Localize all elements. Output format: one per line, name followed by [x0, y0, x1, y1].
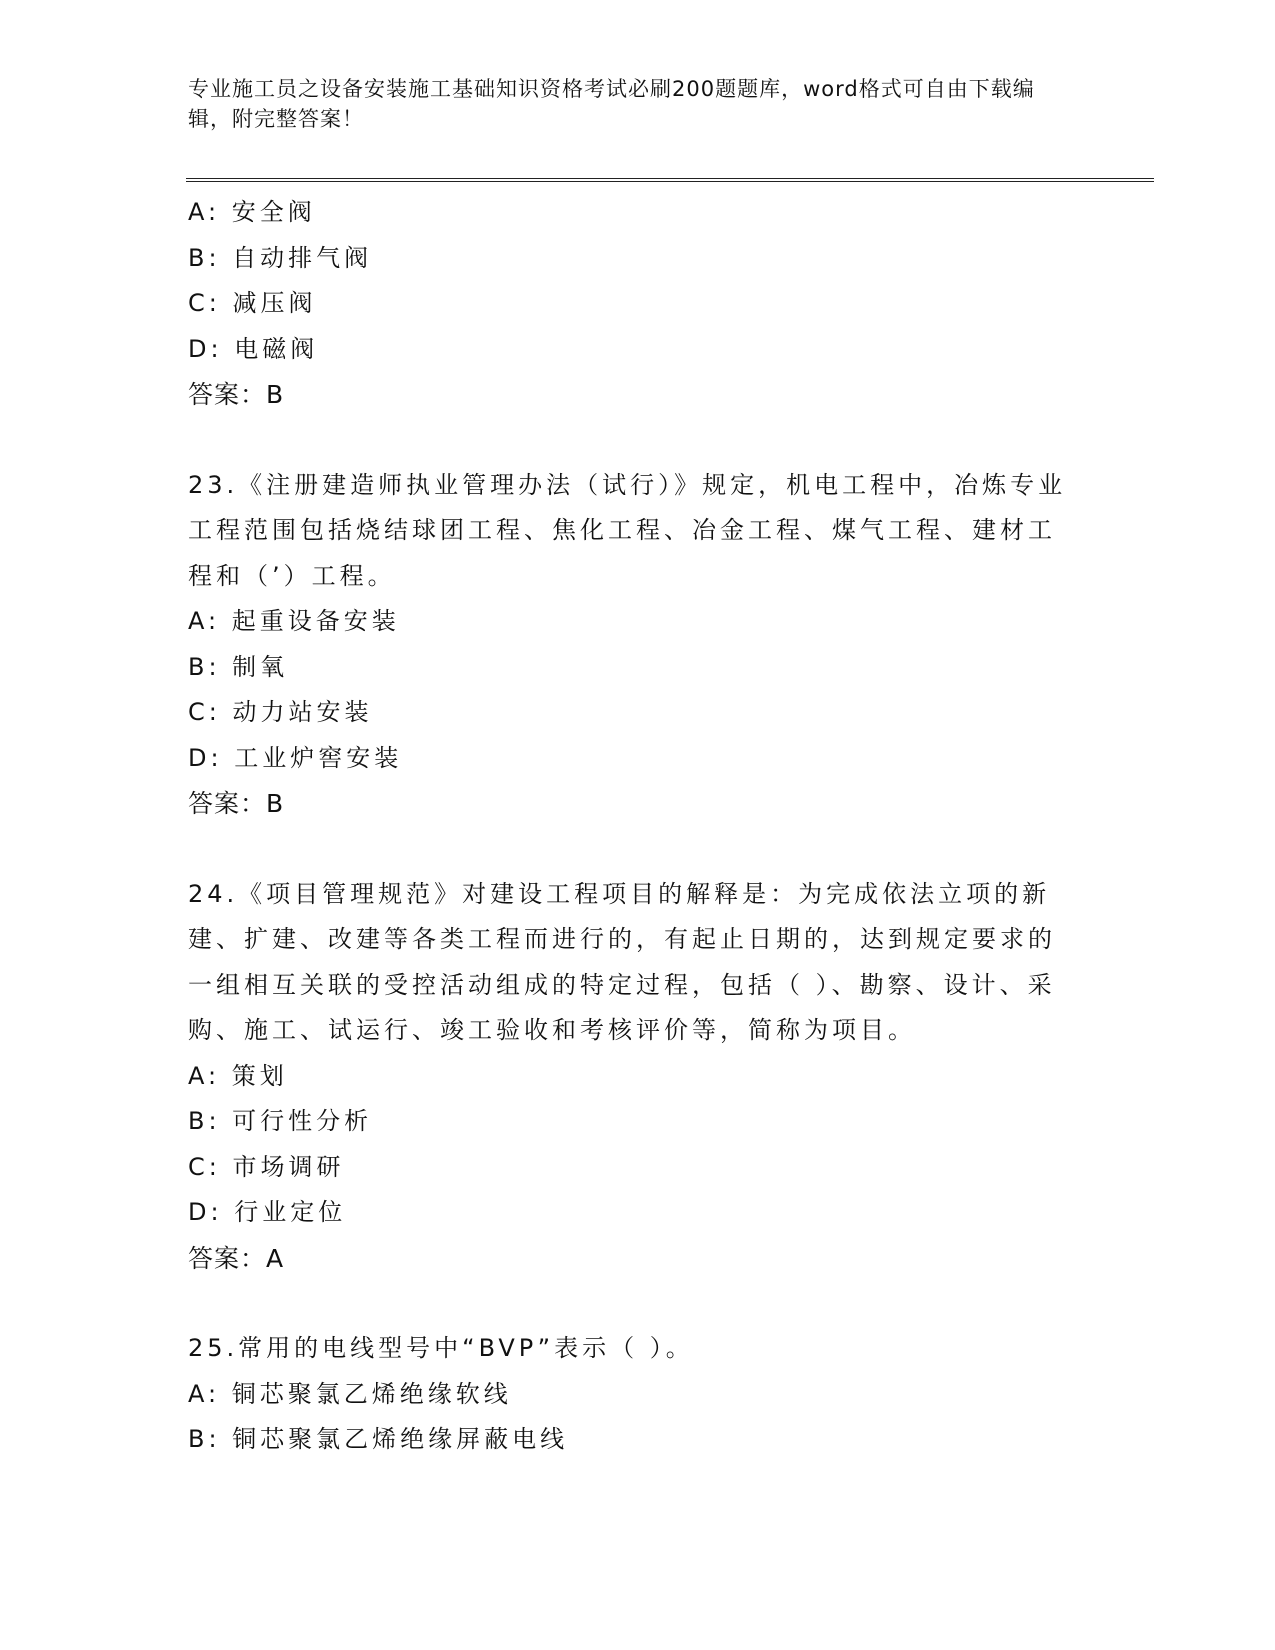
- question-gap: [188, 1281, 1078, 1326]
- question-stem: 23.《注册建造师执业管理办法（试行）》规定，机电工程中，冶炼专业工程范围包括烧结球团工程、焦化工程、冶金工程、煤气工程、建材工程和（’）工程。: [188, 470, 1067, 590]
- option-b: B: 制氧: [188, 652, 289, 681]
- question-block: [188, 190, 1078, 418]
- option-b: B: 自动排气阀: [188, 243, 373, 272]
- answer-line: 答案：B: [188, 789, 285, 818]
- question-block: [188, 463, 1078, 827]
- option-c: C: 动力站安装: [188, 698, 373, 726]
- option-d: D: 电磁阀: [188, 334, 319, 363]
- option-d: D: 行业定位: [188, 1198, 347, 1226]
- option-d: D: 工业炉窖安装: [188, 743, 403, 772]
- answer-line: 答案：A: [188, 1243, 285, 1273]
- question-gap: [188, 418, 1078, 463]
- header-rule-bottom: [186, 181, 1154, 182]
- option-a: A: 铜芯聚氯乙烯绝缘软线: [188, 1379, 512, 1408]
- question-gap: [188, 827, 1078, 872]
- answer-line: 答案：B: [188, 380, 285, 409]
- option-c: C: 市场调研: [188, 1152, 345, 1181]
- option-a: A: 策划: [188, 1061, 288, 1090]
- option-b: B: 可行性分析: [188, 1107, 373, 1135]
- question-stem: 25.常用的电线型号中“BVP”表示（ ）。: [188, 1334, 694, 1362]
- option-b: B: 铜芯聚氯乙烯绝缘屏蔽电线: [188, 1425, 569, 1453]
- option-c: C: 减压阀: [188, 289, 317, 317]
- option-a: A: 起重设备安装: [188, 607, 400, 635]
- question-stem: 24.《项目管理规范》对建设工程项目的解释是：为完成依法立项的新建、扩建、改建等各类工程而进行的，有起止日期的，达到规定要求的一组相互关联的受控活动组成的特定过程，包括（ ）、勘察、设计、采购、施工、试运行、竣工验收和考核评价等，简称为项目。: [188, 879, 1056, 1044]
- document-header: 专业施工员之设备安装施工基础知识资格考试必刷200题题库，word格式可自由下载编辑，附完整答案！: [188, 77, 1035, 131]
- question-block: [188, 872, 1078, 1282]
- question-block: [188, 1326, 1078, 1463]
- question-list: [188, 190, 1078, 1463]
- header-rule-top: [186, 178, 1154, 179]
- option-a: A: 安全阀: [188, 198, 316, 226]
